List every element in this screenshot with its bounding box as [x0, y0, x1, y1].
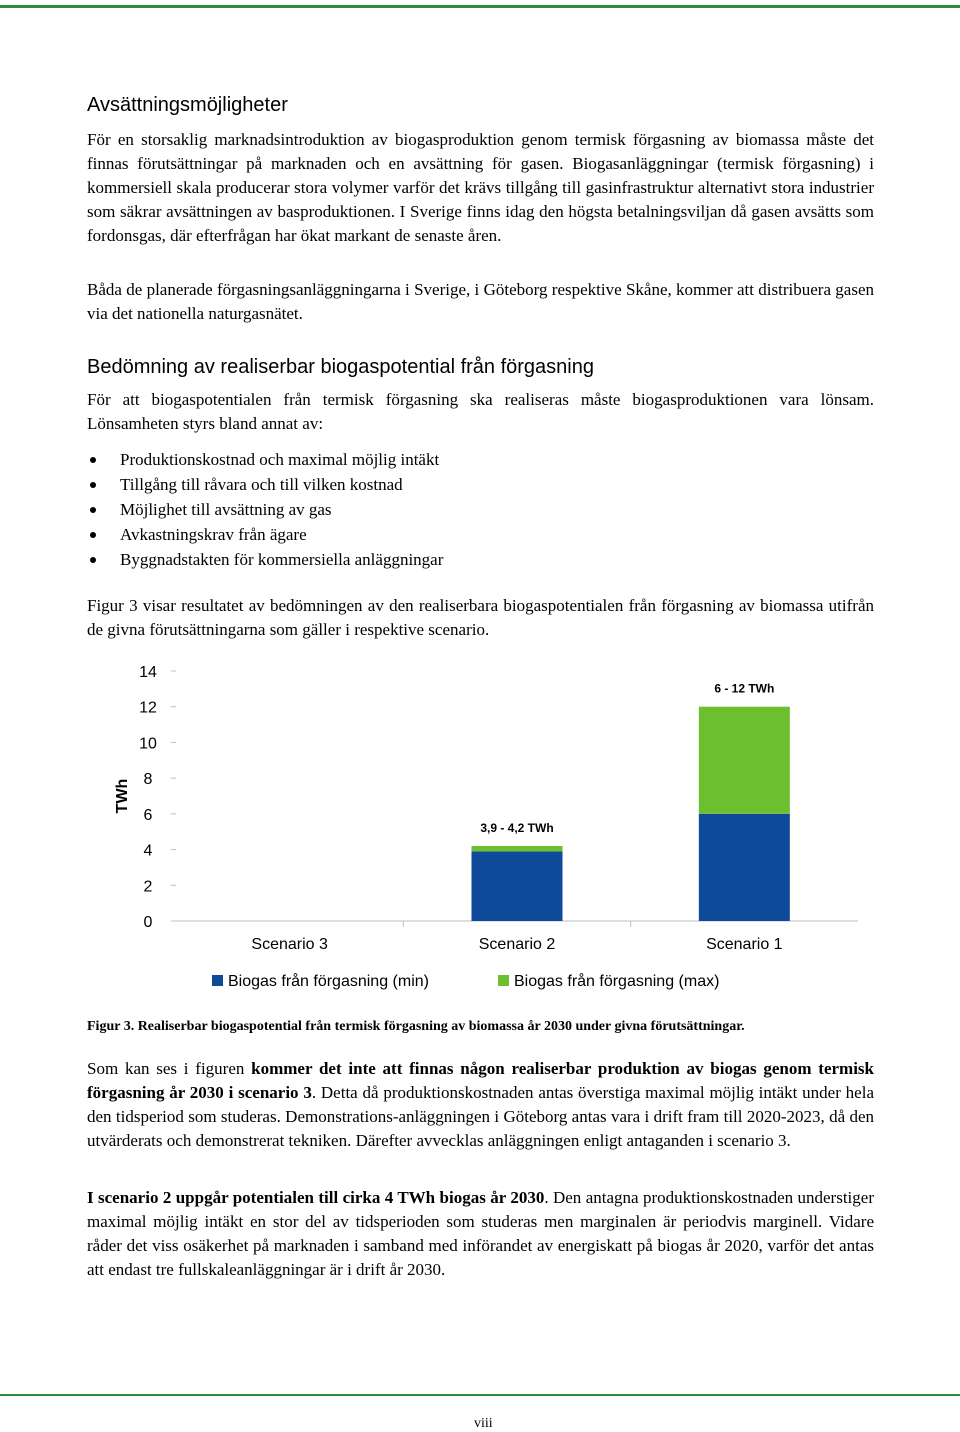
page-number: viii [474, 1416, 493, 1431]
y-tick-label: 10 [139, 735, 157, 753]
y-tick-label: 6 [143, 806, 153, 824]
y-axis-label: TWh [114, 778, 131, 814]
paragraph-scenario-2 [87, 1186, 874, 1282]
legend-label: Biogas från förgasning (max) [514, 973, 720, 990]
list-item-text: Produktionskostnad och maximal möjlig intäkt [120, 450, 440, 469]
paragraph-avsattning-2: Båda de planerade förgasningsanläggningarna i Sverige, i Göteborg respektive Skåne, kommer att distribuera gasen via det nationella naturgasnätet. [87, 280, 874, 323]
paragraph-bedomning-2: Figur 3 visar resultatet av bedömningen av den realiserbara biogaspotentialen från förgasning av biomassa utifrån de givna förutsättningarna som gäller i respektive scenario. [87, 596, 874, 639]
figure-caption: Figur 3. Realiserbar biogaspotential från termisk förgasning av biomassa år 2030 under givna förutsättningar. [87, 1019, 745, 1034]
data-label: 3,9 - 4,2 TWh [480, 821, 554, 835]
paragraph-scenario-3-bold: kommer det inte att finnas någon realiserbar produktion av biogas genom termisk förgasning år 2030 i scenario 3 [87, 1059, 874, 1102]
data-label: 6 - 12 TWh [714, 681, 775, 696]
list-item [87, 472, 443, 497]
bar-segment [699, 707, 790, 814]
list-item [87, 497, 443, 522]
bar-segment [699, 814, 790, 921]
y-tick-label: 12 [139, 699, 157, 717]
bullet-icon [90, 457, 96, 463]
paragraph-scenario-3-post: . Detta då produktionskostnaden antas överstiga maximal möjlig intäkt under hela den tidsperiod som studeras. Demonstrations-anläggningen i Göteborg antas vara i drift fram till 2020-2023, då den utvärderats och demonstrerat tekniken. Därefter avvecklas anläggningen enligt antaganden i scenario 3. [87, 1083, 874, 1150]
x-tick-label: Scenario 1 [706, 936, 783, 953]
bullet-icon [90, 557, 96, 563]
bullet-icon [90, 482, 96, 488]
paragraph-bedomning-1: För att biogaspotentialen från termisk förgasning ska realiseras måste biogasproduktionen vara lönsam. Lönsamheten styrs bland annat av: [87, 390, 874, 433]
paragraph-scenario-3 [87, 1057, 874, 1153]
list-item [87, 522, 443, 547]
bar-segment [472, 846, 563, 851]
legend-label: Biogas från förgasning (min) [228, 973, 429, 990]
bullet-icon [90, 532, 96, 538]
list-item-text: Avkastningskrav från ägare [120, 525, 307, 544]
section-heading-bedomning: Bedömning av realiserbar biogaspotential från förgasning [87, 356, 594, 378]
legend-swatch [498, 975, 509, 986]
list-item-text: Möjlighet till avsättning av gas [120, 500, 332, 519]
header-rule [0, 5, 960, 8]
bar-segment [472, 851, 563, 921]
x-tick-label: Scenario 2 [478, 936, 556, 953]
list-item [87, 547, 443, 572]
y-tick-label: 14 [139, 664, 157, 681]
section-heading-avsattning: Avsättningsmöjligheter [87, 94, 288, 116]
bullet-icon [90, 507, 96, 513]
criteria-list [87, 447, 443, 572]
paragraph-scenario-2-post: . Den antagna produktionskostnaden understiger maximal möjlig intäkt en stor del av tidsperioden som studeras men marginalen är periodvis marginell. Vidare råder det viss osäkerhet på marknaden i samband med införandet av energiskatt på biogas år 2020, varför det antas att endast tre fullskaleanläggningar är i drift år 2030. [87, 1188, 874, 1279]
list-item [87, 447, 443, 472]
list-item-text: Byggnadstakten för kommersiella anläggningar [120, 550, 444, 569]
paragraph-scenario-2-bold: I scenario 2 uppgår potentialen till cirka 4 TWh biogas år 2030 [87, 1188, 545, 1207]
x-tick-label: Scenario 3 [251, 936, 328, 953]
footer-rule [0, 1394, 960, 1396]
legend-swatch [212, 975, 223, 986]
y-tick-label: 0 [143, 914, 153, 931]
list-item-text: Tillgång till råvara och till vilken kostnad [120, 475, 403, 494]
y-tick-label: 4 [143, 842, 153, 860]
paragraph-avsattning-1: För en storsaklig marknadsintroduktion av biogasproduktion genom termisk förgasning av biomassa måste det finnas förutsättningar på marknaden och en avsättning för gasen. Biogasanläggningar (termisk förgasning) i kommersiell skala producerar stora volymer varför det krävs tillgång till gasinfrastruktur alternativt stora industrier som säkrar avsättningen av basproduktionen. I Sverige finns idag den högsta betalningsviljan då gasen avsätts som fordonsgas, där efterfrågan har ökat markant de senaste åren. [87, 130, 874, 245]
paragraph-scenario-3-pre: Som kan ses i figuren [87, 1059, 252, 1078]
y-tick-label: 8 [143, 771, 153, 789]
y-tick-label: 2 [143, 878, 153, 896]
stacked-bar-chart [100, 655, 860, 1005]
